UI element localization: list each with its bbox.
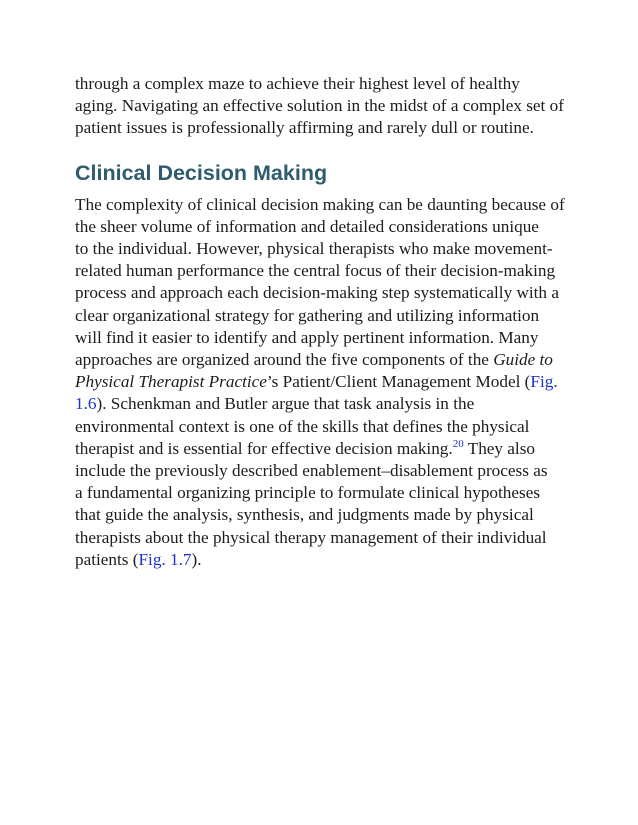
figure-link-1-6[interactable]: 1.6 [75,394,97,414]
reference-link-20[interactable]: 20 [452,437,464,450]
guide-title-italic: Physical Therapist Practice [75,372,267,392]
text-run: They also [463,438,535,458]
text-run: ). Schenkman and Butler argue that task analysis in the [96,394,475,414]
text-line: include the previously described enablement–disablement process as [75,461,548,481]
figure-link-1-7[interactable]: Fig. 1.7 [138,549,192,569]
text-line [75,438,578,460]
intro-paragraph [75,73,578,140]
text-line: to the individual. However, physical therapists who make movement- [75,239,553,259]
text-run: approaches are organized around the five components of the [75,350,494,370]
text-line [75,349,578,371]
body-paragraph [75,194,578,571]
text-line [75,371,578,393]
text-line: patient issues is professionally affirming and rarely dull or routine. [75,118,534,138]
text-line [75,393,578,415]
text-line: clear organizational strategy for gathering and utilizing information [75,305,540,325]
text-line: the sheer volume of information and detailed considerations unique [75,216,539,236]
text-line: The complexity of clinical decision making can be daunting because of [75,194,565,214]
text-run: ’s Patient/Client Management Model ( [266,372,531,392]
text-run: therapist and is essential for effective decision making. [75,438,453,458]
text-run: ). [191,549,202,569]
text-line: aging. Navigating an effective solution in the midst of a complex set of [75,96,564,116]
text-line: related human performance the central focus of their decision-making [75,261,556,281]
figure-link-1-6[interactable]: Fig. [530,372,558,392]
text-line: therapists about the physical therapy management of their individual [75,527,547,547]
text-line [75,549,578,571]
text-line: that guide the analysis, synthesis, and judgments made by physical [75,505,534,525]
text-line: a fundamental organizing principle to formulate clinical hypotheses [75,483,541,503]
text-line: process and approach each decision-making step systematically with a [75,283,559,303]
text-line: environmental context is one of the skills that defines the physical [75,416,530,436]
section-heading: Clinical Decision Making [75,160,328,185]
text-line: through a complex maze to achieve their highest level of healthy [75,74,520,93]
guide-title-italic: Guide to [493,350,553,370]
text-run: patients ( [75,549,139,569]
text-line: will find it easier to identify and apply pertinent information. Many [75,327,539,347]
